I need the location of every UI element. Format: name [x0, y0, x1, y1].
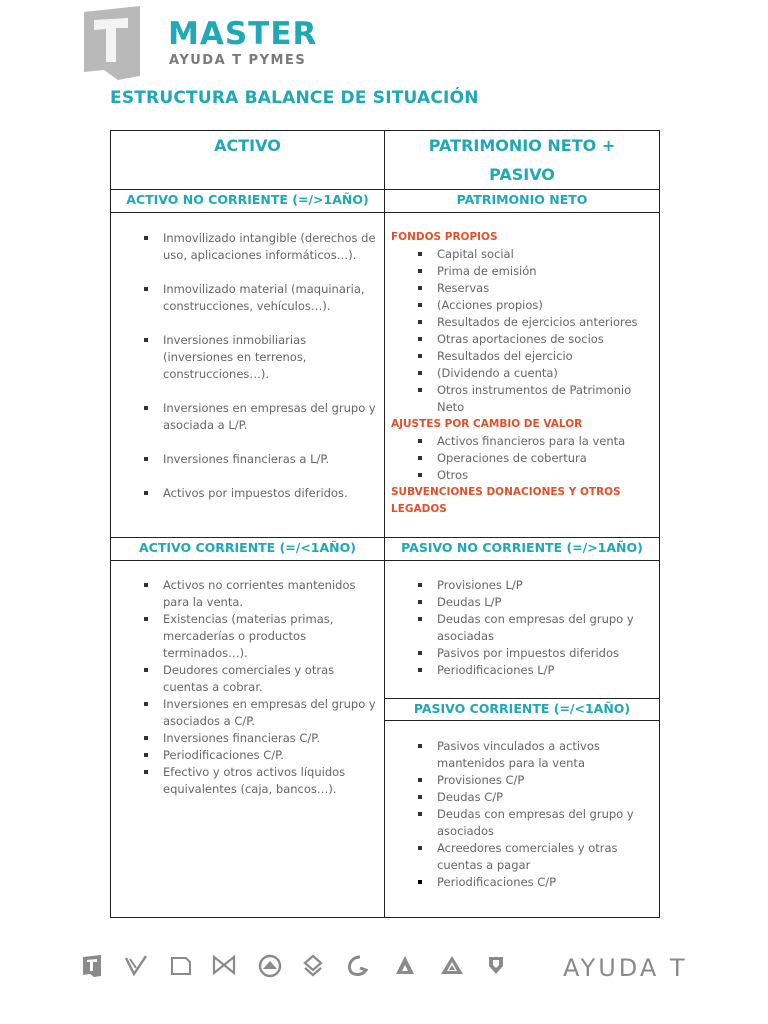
box-icon — [170, 954, 192, 976]
list-item: Deudas con empresas del grupo y asociados — [385, 806, 659, 840]
fondos-propios-list — [385, 246, 659, 416]
list-item: (Dividendo a cuenta) — [385, 365, 659, 382]
header — [82, 6, 482, 86]
master-logo-icon — [82, 6, 142, 82]
activo-corriente-heading: ACTIVO CORRIENTE (=/<1AÑO) — [139, 540, 356, 555]
list-item: Pasivos por impuestos diferidos — [385, 645, 659, 662]
pasivo-no-corriente-list — [385, 577, 659, 679]
list-item: Efectivo y otros activos líquidos equivalentes (caja, bancos…). — [111, 764, 384, 798]
pasivo-no-corriente-heading: PASIVO NO CORRIENTE (=/>1AÑO) — [401, 540, 643, 555]
helmet-icon — [258, 954, 282, 978]
list-item: Deudas C/P — [385, 789, 659, 806]
pasivo-corriente-cell — [385, 721, 660, 918]
column-header-activo — [111, 131, 385, 190]
fondos-propios-label: FONDOS PROPIOS — [391, 231, 498, 243]
pasivo-no-corriente-cell — [385, 561, 660, 699]
ajustes-label: AJUSTES POR CAMBIO DE VALOR — [391, 418, 583, 430]
list-item: Existencias (materias primas, mercaderías o productos terminados…). — [111, 611, 384, 662]
pasivo-corriente-heading: PASIVO CORRIENTE (=/<1AÑO) — [413, 701, 631, 716]
patrimonio-heading-line2: PASIVO — [489, 165, 555, 184]
list-item: Otros — [385, 467, 659, 484]
subvenciones-label-line2: LEGADOS — [391, 503, 447, 515]
patrimonio-heading-line1: PATRIMONIO NETO + — [428, 136, 616, 155]
list-item: Acreedores comerciales y otras cuentas a pagar — [385, 840, 659, 874]
list-item: Deudas con empresas del grupo y asociadas — [385, 611, 659, 645]
list-item: Provisiones L/P — [385, 577, 659, 594]
pasivo-corriente-list — [385, 738, 659, 891]
check-shield-icon — [124, 954, 148, 978]
subvenciones-label-line1: SUBVENCIONES DONACIONES Y OTROS — [391, 486, 621, 498]
list-item: Inversiones financieras C/P. — [111, 730, 384, 747]
footer — [80, 950, 700, 986]
shield-icon — [486, 954, 506, 976]
list-item: Inversiones en empresas del grupo y asociados a C/P. — [111, 696, 384, 730]
layers-icon — [302, 954, 324, 978]
list-item: Periodificaciones C/P. — [111, 747, 384, 764]
list-item: Inversiones financieras a L/P. — [111, 451, 384, 468]
list-item: Inversiones inmobiliarias (inversiones en terrenos, construcciones…). — [111, 332, 384, 383]
triangle-a-icon — [394, 954, 416, 976]
list-item: Inmovilizado intangible (derechos de uso, aplicaciones informáticos…). — [111, 230, 384, 264]
bowtie-icon — [212, 954, 236, 976]
list-item: Otros instrumentos de Patrimonio Neto — [385, 382, 659, 416]
list-item: Prima de emisión — [385, 263, 659, 280]
footer-brand-logo: AYUDA T — [563, 954, 688, 982]
balance-table — [110, 130, 660, 918]
mountain-icon — [440, 954, 464, 976]
list-item: Inversiones en empresas del grupo y asociada a L/P. — [111, 400, 384, 434]
page-title: ESTRUCTURA BALANCE DE SITUACIÓN — [110, 88, 479, 108]
list-item: Activos financieros para la venta — [385, 433, 659, 450]
brand-title: MASTER — [168, 16, 318, 52]
swirl-icon — [346, 954, 370, 978]
list-item: Activos no corrientes mantenidos para la venta. — [111, 577, 384, 611]
activo-no-corriente-cell — [111, 213, 385, 538]
list-item: Deudas L/P — [385, 594, 659, 611]
list-item: Deudores comerciales y otras cuentas a cobrar. — [111, 662, 384, 696]
list-item: Inmovilizado material (maquinaria, construcciones, vehículos…). — [111, 281, 384, 315]
activo-no-corriente-heading: ACTIVO NO CORRIENTE (=/>1AÑO) — [126, 192, 369, 207]
list-item: Periodificaciones C/P — [385, 874, 659, 891]
column-header-patrimonio — [385, 131, 660, 190]
patrimonio-neto-heading: PATRIMONIO NETO — [456, 192, 588, 207]
t-logo-icon — [82, 954, 102, 978]
list-item: Reservas — [385, 280, 659, 297]
list-item: Periodificaciones L/P — [385, 662, 659, 679]
list-item: Otras aportaciones de socios — [385, 331, 659, 348]
list-item: Pasivos vinculados a activos mantenidos para la venta — [385, 738, 659, 772]
activo-heading: ACTIVO — [214, 136, 281, 155]
list-item: Activos por impuestos diferidos. — [111, 485, 384, 502]
list-item: Provisiones C/P — [385, 772, 659, 789]
activo-corriente-cell — [111, 561, 385, 918]
list-item: Resultados del ejercicio — [385, 348, 659, 365]
brand-subtitle: AYUDA T PYMES — [169, 53, 307, 68]
activo-no-corriente-list — [111, 230, 384, 502]
ajustes-list — [385, 433, 659, 484]
list-item: Operaciones de cobertura — [385, 450, 659, 467]
patrimonio-neto-cell — [385, 213, 660, 538]
list-item: Capital social — [385, 246, 659, 263]
list-item: (Acciones propios) — [385, 297, 659, 314]
list-item: Resultados de ejercicios anteriores — [385, 314, 659, 331]
activo-corriente-list — [111, 577, 384, 798]
